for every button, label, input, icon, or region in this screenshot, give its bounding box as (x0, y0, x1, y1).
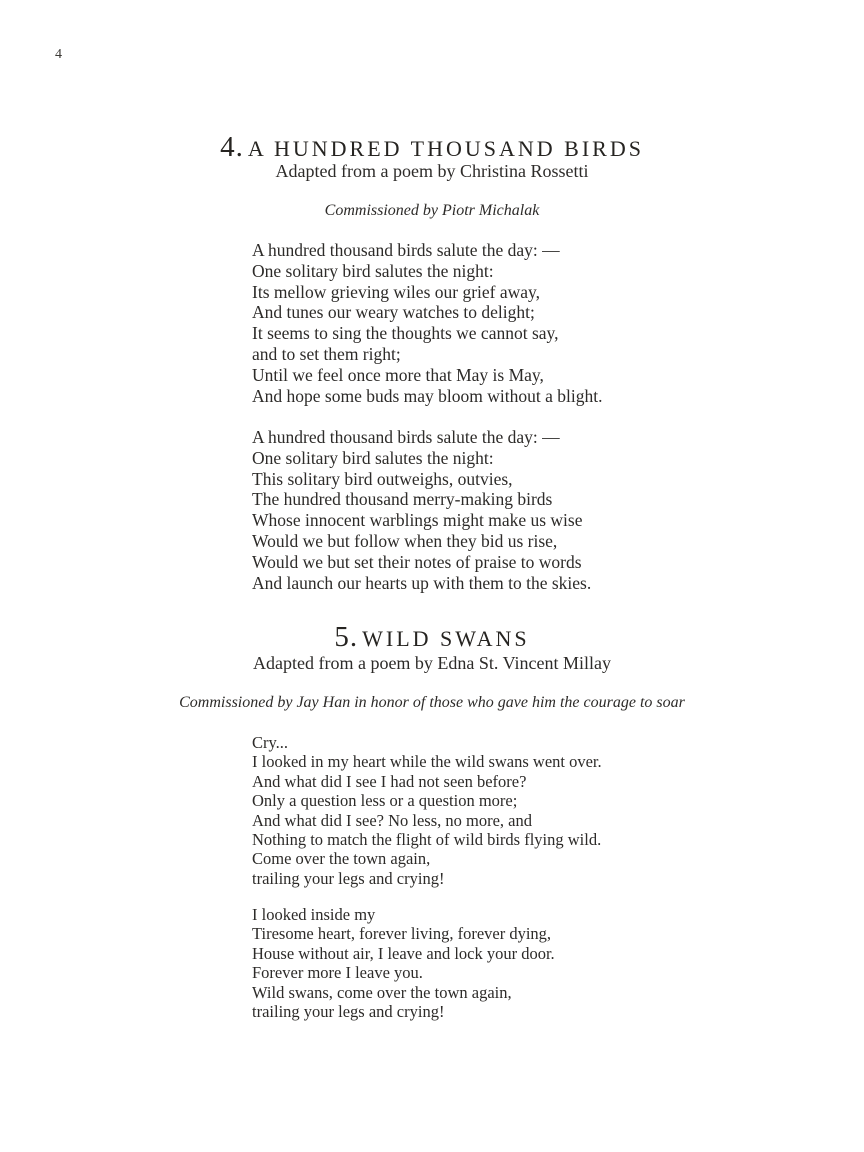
poem-line: trailing your legs and crying! (252, 1002, 445, 1022)
stanza (252, 905, 555, 1021)
poem-line: Until we feel once more that May is May, (252, 364, 544, 385)
poem-line: Would we but follow when they bid us rise, (252, 530, 558, 551)
page-number: 4 (55, 47, 62, 62)
song-title-4 (0, 131, 864, 164)
poem-line: Nothing to match the flight of wild birds flying wild. (252, 830, 602, 850)
poem-line: Whose innocent warblings might make us wise (252, 510, 583, 531)
stanza (252, 240, 602, 406)
poem-line: It seems to sing the thoughts we cannot say, (252, 323, 559, 344)
commission-note: Commissioned by Jay Han in honor of those who gave him the courage to soar (179, 694, 685, 711)
poem-line: A hundred thousand birds salute the day: — (252, 427, 560, 447)
commission-note: Commissioned by Piotr Michalak (324, 202, 540, 219)
poem-line: And what did I see I had not seen before? (252, 771, 527, 791)
poem-line: The hundred thousand merry-making birds (252, 489, 553, 510)
poem-line: Its mellow grieving wiles our grief away, (252, 281, 541, 302)
poem-line: I looked in my heart while the wild swans went over. (252, 752, 602, 772)
poem-line: Wild swans, come over the town again, (252, 982, 512, 1002)
song-title-5 (0, 621, 864, 654)
song-title-number: 5. (334, 621, 359, 653)
poem-line: Come over the town again, (252, 849, 431, 869)
poem-line: And hope some buds may bloom without a blight. (252, 385, 603, 406)
poem-line: One solitary bird salutes the night: (252, 447, 494, 468)
poem-line: House without air, I leave and lock your door. (252, 943, 555, 963)
poem-line: and to set them right; (252, 343, 401, 364)
poem-line: Only a question less or a question more; (252, 791, 518, 811)
poem-line: I looked inside my (252, 905, 376, 924)
poem-line: Tiresome heart, forever living, forever dying, (252, 924, 552, 944)
poem-line: A hundred thousand birds salute the day: — (252, 240, 560, 260)
song-title-text: WILD SWANS (362, 626, 530, 651)
song-subtitle: Adapted from a poem by Christina Rossetti (275, 161, 589, 181)
poem-line: Would we but set their notes of praise to words (252, 551, 582, 572)
stanza (252, 427, 591, 593)
song-title-text: A HUNDRED THOUSAND BIRDS (247, 136, 644, 161)
poem-line: And what did I see? No less, no more, and (252, 810, 532, 830)
stanza (252, 733, 602, 888)
song-title-number: 4. (220, 131, 244, 163)
song-subtitle: Adapted from a poem by Edna St. Vincent Millay (252, 653, 611, 673)
poem-line: trailing your legs and crying! (252, 868, 445, 888)
poem-line: This solitary bird outweighs, outvies, (252, 468, 513, 489)
poem-line: And launch our hearts up with them to the skies. (252, 572, 592, 593)
poem-line: And tunes our weary watches to delight; (252, 302, 535, 323)
poem-line: One solitary bird salutes the night: (252, 260, 494, 281)
poem-line: Forever more I leave you. (252, 963, 423, 983)
poem-line: Cry... (252, 733, 289, 752)
